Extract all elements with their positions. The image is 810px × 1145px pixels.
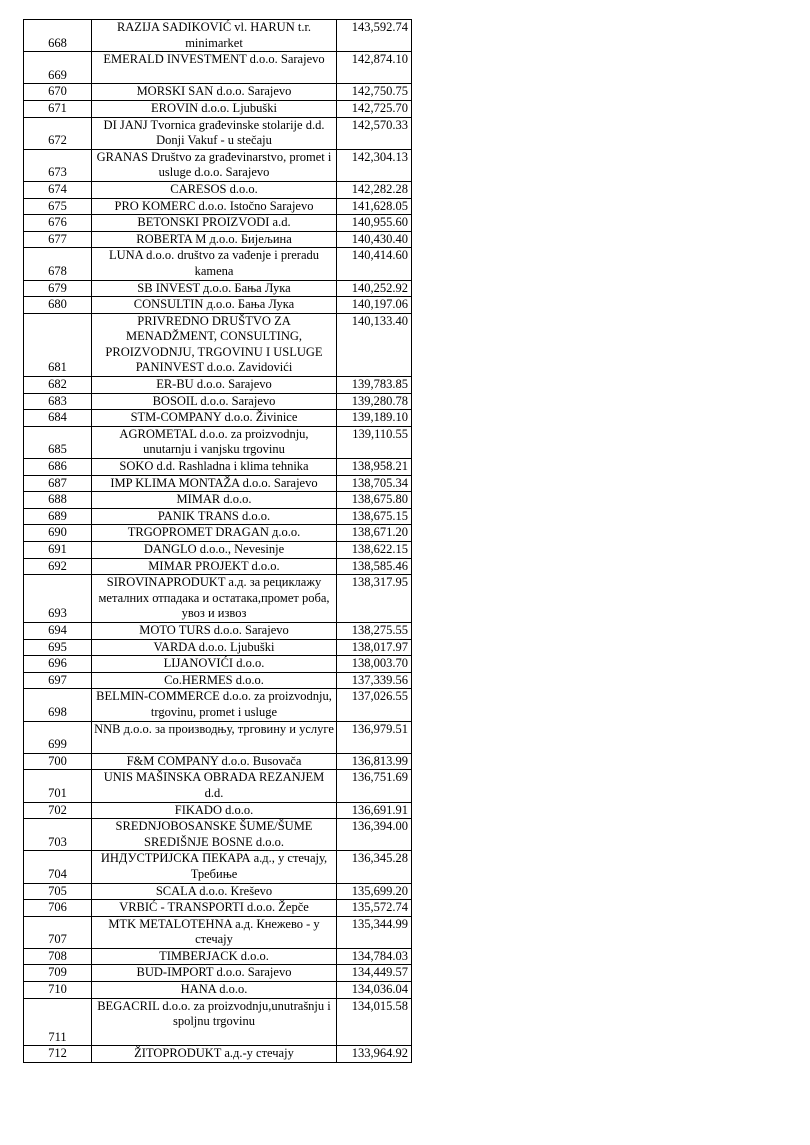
- company-name: EROVIN d.o.o. Ljubuški: [92, 100, 337, 117]
- table-row: [24, 965, 412, 982]
- amount: 138,585.46: [337, 558, 412, 575]
- amount: 138,003.70: [337, 656, 412, 673]
- company-name: DI JANJ Tvornica građevinske stolarije d.d. Donji Vakuf - u stečaju: [92, 117, 337, 149]
- company-name: FIKADO d.o.o.: [92, 802, 337, 819]
- table-row: [24, 623, 412, 640]
- amount: 140,955.60: [337, 215, 412, 232]
- row-number: 712: [24, 1046, 92, 1063]
- company-name: CARESOS d.o.o.: [92, 181, 337, 198]
- table-row: [24, 84, 412, 101]
- amount: 140,430.40: [337, 231, 412, 248]
- table-row: [24, 900, 412, 917]
- company-name: VARDA d.o.o. Ljubuški: [92, 639, 337, 656]
- amount: 134,784.03: [337, 948, 412, 965]
- row-number: 690: [24, 525, 92, 542]
- amount: 140,252.92: [337, 280, 412, 297]
- table-row: [24, 297, 412, 314]
- company-name: MIMAR PROJEKT d.o.o.: [92, 558, 337, 575]
- amount: 136,345.28: [337, 851, 412, 883]
- table-row: [24, 492, 412, 509]
- amount: 143,592.74: [337, 20, 412, 52]
- amount: 142,750.75: [337, 84, 412, 101]
- row-number: 677: [24, 231, 92, 248]
- row-number: 707: [24, 916, 92, 948]
- row-number: 675: [24, 198, 92, 215]
- table-row: [24, 948, 412, 965]
- amount: 136,394.00: [337, 819, 412, 851]
- row-number: 710: [24, 982, 92, 999]
- amount: 139,783.85: [337, 377, 412, 394]
- amount: 138,675.15: [337, 508, 412, 525]
- amount: 135,572.74: [337, 900, 412, 917]
- row-number: 684: [24, 410, 92, 427]
- company-name: MOTO TURS d.o.o. Sarajevo: [92, 623, 337, 640]
- table-row: [24, 883, 412, 900]
- table-row: [24, 819, 412, 851]
- row-number: 697: [24, 672, 92, 689]
- company-name: MTK METALOTEHNA а.д. Кнежево - у стечају: [92, 916, 337, 948]
- company-name: GRANAS Društvo za građevinarstvo, promet i usluge d.o.o. Sarajevo: [92, 149, 337, 181]
- table-row: [24, 231, 412, 248]
- company-name: VRBIĆ - TRANSPORTI d.o.o. Žepče: [92, 900, 337, 917]
- row-number: 700: [24, 753, 92, 770]
- row-number: 709: [24, 965, 92, 982]
- table-row: [24, 558, 412, 575]
- amount: 138,675.80: [337, 492, 412, 509]
- row-number: 698: [24, 689, 92, 721]
- company-name: ŽITOPRODUKT а.д.-у стечају: [92, 1046, 337, 1063]
- table-row: [24, 426, 412, 458]
- amount: 136,813.99: [337, 753, 412, 770]
- company-name: SCALA d.o.o. Kreševo: [92, 883, 337, 900]
- company-name: NNB д.о.о. за производњу, трговину и услуге: [92, 721, 337, 753]
- table-row: [24, 100, 412, 117]
- table-row: [24, 689, 412, 721]
- table-row: [24, 52, 412, 84]
- table-row: [24, 721, 412, 753]
- company-name: ROBERTA M д.о.о. Бијељина: [92, 231, 337, 248]
- company-name: BEGACRIL d.o.o. za proizvodnju,unutrašnju i spoljnu trgovinu: [92, 998, 337, 1046]
- amount: 139,110.55: [337, 426, 412, 458]
- table-row: [24, 20, 412, 52]
- company-name: RAZIJA SADIKOVIĆ vl. HARUN t.r. minimarket: [92, 20, 337, 52]
- row-number: 691: [24, 542, 92, 559]
- amount: 136,751.69: [337, 770, 412, 802]
- company-name: PANIK TRANS d.o.o.: [92, 508, 337, 525]
- company-name: ИНДУСТРИЈСКА ПЕКАРА а.д., у стечају, Требиње: [92, 851, 337, 883]
- company-name: SOKO d.d. Rashladna i klima tehnika: [92, 459, 337, 476]
- row-number: 711: [24, 998, 92, 1046]
- company-name: LUNA d.o.o. društvo za vađenje i preradu kamena: [92, 248, 337, 280]
- amount: 135,699.20: [337, 883, 412, 900]
- table-row: [24, 459, 412, 476]
- amount: 138,958.21: [337, 459, 412, 476]
- company-name: ER-BU d.o.o. Sarajevo: [92, 377, 337, 394]
- row-number: 669: [24, 52, 92, 84]
- table-row: [24, 393, 412, 410]
- amount: 134,036.04: [337, 982, 412, 999]
- amount: 140,197.06: [337, 297, 412, 314]
- amount: 138,017.97: [337, 639, 412, 656]
- amount: 138,275.55: [337, 623, 412, 640]
- row-number: 689: [24, 508, 92, 525]
- amount: 139,189.10: [337, 410, 412, 427]
- row-number: 701: [24, 770, 92, 802]
- company-name: STM-COMPANY d.o.o. Živinice: [92, 410, 337, 427]
- row-number: 674: [24, 181, 92, 198]
- company-name: TIMBERJACK d.o.o.: [92, 948, 337, 965]
- company-name: BETONSKI PROIZVODI a.d.: [92, 215, 337, 232]
- company-name: EMERALD INVESTMENT d.o.o. Sarajevo: [92, 52, 337, 84]
- company-name: DANGLO d.o.o., Nevesinje: [92, 542, 337, 559]
- row-number: 679: [24, 280, 92, 297]
- table-row: [24, 1046, 412, 1063]
- table-row: [24, 916, 412, 948]
- company-table: [23, 19, 412, 1063]
- amount: 138,705.34: [337, 475, 412, 492]
- table-row: [24, 508, 412, 525]
- company-name: PRO KOMERC d.o.o. Istočno Sarajevo: [92, 198, 337, 215]
- row-number: 693: [24, 575, 92, 623]
- row-number: 702: [24, 802, 92, 819]
- table-row: [24, 982, 412, 999]
- table-body: [24, 20, 412, 1063]
- amount: 137,026.55: [337, 689, 412, 721]
- company-name: CONSULTIN д.о.о. Бања Лука: [92, 297, 337, 314]
- amount: 142,725.70: [337, 100, 412, 117]
- table-row: [24, 117, 412, 149]
- company-name: BELMIN-COMMERCE d.o.o. za proizvodnju, trgovinu, promet i usluge: [92, 689, 337, 721]
- amount: 140,133.40: [337, 313, 412, 376]
- row-number: 695: [24, 639, 92, 656]
- company-name: SIROVINAPRODUKT а.д. за рециклажу металних отпадака и остатака,промет роба, увоз и извоз: [92, 575, 337, 623]
- row-number: 676: [24, 215, 92, 232]
- company-name: TRGOPROMET DRAGAN д.о.о.: [92, 525, 337, 542]
- table-row: [24, 149, 412, 181]
- amount: 139,280.78: [337, 393, 412, 410]
- table-row: [24, 656, 412, 673]
- amount: 142,304.13: [337, 149, 412, 181]
- row-number: 708: [24, 948, 92, 965]
- company-name: PRIVREDNO DRUŠTVO ZA MENADŽMENT, CONSULTING, PROIZVODNJU, TRGOVINU I USLUGE PANINVEST d.o.o. Zavidovići: [92, 313, 337, 376]
- company-name: MORSKI SAN d.o.o. Sarajevo: [92, 84, 337, 101]
- row-number: 704: [24, 851, 92, 883]
- row-number: 671: [24, 100, 92, 117]
- company-name: BUD-IMPORT d.o.o. Sarajevo: [92, 965, 337, 982]
- table-row: [24, 851, 412, 883]
- company-name: AGROMETAL d.o.o. za proizvodnju, unutarnju i vanjsku trgovinu: [92, 426, 337, 458]
- amount: 133,964.92: [337, 1046, 412, 1063]
- row-number: 699: [24, 721, 92, 753]
- amount: 141,628.05: [337, 198, 412, 215]
- company-name: MIMAR d.o.o.: [92, 492, 337, 509]
- row-number: 668: [24, 20, 92, 52]
- amount: 134,015.58: [337, 998, 412, 1046]
- row-number: 706: [24, 900, 92, 917]
- table-row: [24, 802, 412, 819]
- amount: 138,671.20: [337, 525, 412, 542]
- table-row: [24, 280, 412, 297]
- amount: 142,570.33: [337, 117, 412, 149]
- row-number: 673: [24, 149, 92, 181]
- company-name: Co.HERMES d.o.o.: [92, 672, 337, 689]
- company-name: SB INVEST д.о.о. Бања Лука: [92, 280, 337, 297]
- company-name: LIJANOVIĆI d.o.o.: [92, 656, 337, 673]
- company-name: F&M COMPANY d.o.o. Busovača: [92, 753, 337, 770]
- row-number: 683: [24, 393, 92, 410]
- row-number: 672: [24, 117, 92, 149]
- row-number: 685: [24, 426, 92, 458]
- row-number: 686: [24, 459, 92, 476]
- table-row: [24, 215, 412, 232]
- table-row: [24, 198, 412, 215]
- row-number: 696: [24, 656, 92, 673]
- amount: 142,874.10: [337, 52, 412, 84]
- table-row: [24, 525, 412, 542]
- row-number: 692: [24, 558, 92, 575]
- table-row: [24, 672, 412, 689]
- row-number: 681: [24, 313, 92, 376]
- table-row: [24, 248, 412, 280]
- amount: 138,317.95: [337, 575, 412, 623]
- table-row: [24, 542, 412, 559]
- table-row: [24, 475, 412, 492]
- company-name: SREDNJOBOSANSKE ŠUME/ŠUME SREDIŠNJE BOSNE d.o.o.: [92, 819, 337, 851]
- amount: 142,282.28: [337, 181, 412, 198]
- company-name: BOSOIL d.o.o. Sarajevo: [92, 393, 337, 410]
- amount: 136,691.91: [337, 802, 412, 819]
- amount: 137,339.56: [337, 672, 412, 689]
- amount: 138,622.15: [337, 542, 412, 559]
- table-row: [24, 313, 412, 376]
- company-name: IMP KLIMA MONTAŽA d.o.o. Sarajevo: [92, 475, 337, 492]
- amount: 136,979.51: [337, 721, 412, 753]
- row-number: 687: [24, 475, 92, 492]
- table-row: [24, 998, 412, 1046]
- row-number: 703: [24, 819, 92, 851]
- row-number: 694: [24, 623, 92, 640]
- company-name: HANA d.o.o.: [92, 982, 337, 999]
- row-number: 670: [24, 84, 92, 101]
- row-number: 680: [24, 297, 92, 314]
- table-row: [24, 575, 412, 623]
- table-row: [24, 753, 412, 770]
- row-number: 705: [24, 883, 92, 900]
- row-number: 682: [24, 377, 92, 394]
- row-number: 678: [24, 248, 92, 280]
- table-row: [24, 181, 412, 198]
- amount: 134,449.57: [337, 965, 412, 982]
- table-row: [24, 639, 412, 656]
- row-number: 688: [24, 492, 92, 509]
- table-row: [24, 410, 412, 427]
- company-name: UNIS MAŠINSKA OBRADA REZANJEM d.d.: [92, 770, 337, 802]
- table-row: [24, 770, 412, 802]
- table-row: [24, 377, 412, 394]
- amount: 135,344.99: [337, 916, 412, 948]
- amount: 140,414.60: [337, 248, 412, 280]
